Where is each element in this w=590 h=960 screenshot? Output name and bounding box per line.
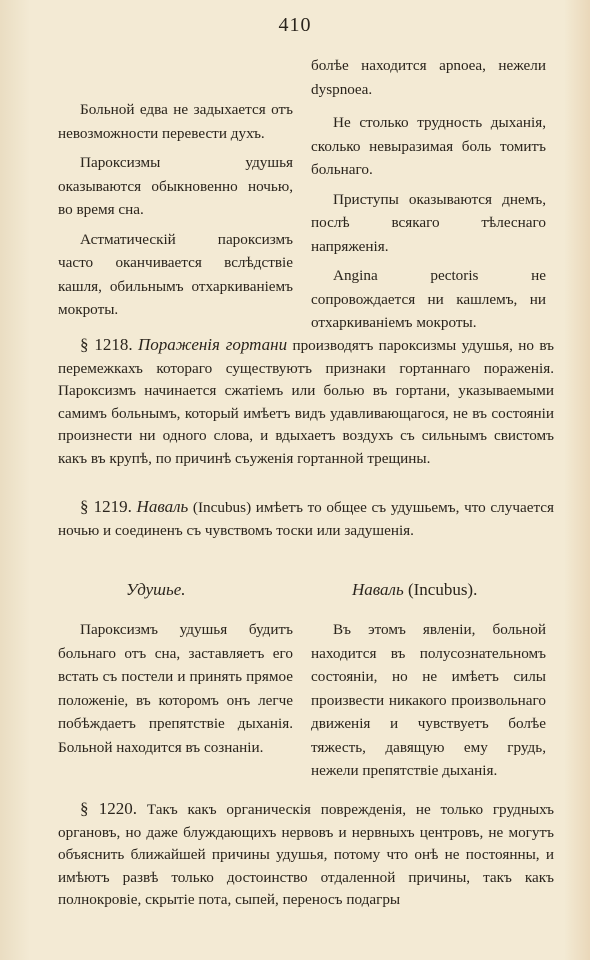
- section-1220-number: § 1220.: [80, 799, 138, 818]
- comparison-bottom-left-column: [58, 618, 293, 765]
- comparison-bottom-right-column: [311, 618, 546, 789]
- section-1220-paragraph: [58, 798, 554, 912]
- section-1219-title: Наваль: [136, 497, 189, 516]
- asthma-description: Пароксизмъ удушья будитъ больнаго отъ сна, заставляетъ его встать съ постели и принять прямое положеніе, въ которомъ онъ легче побѣждаетъ препятствіе дыханія. Больной находится въ сознаніи.: [58, 621, 293, 756]
- right-point-3: Angina pectoris не сопровождается ни кашлемъ, ни отхаркиваніемъ мокроты.: [311, 267, 546, 331]
- right-point-2: Приступы оказываются днемъ, послѣ всякаго тѣлеснаго напряженія.: [311, 190, 546, 255]
- heading-asthma: Удушье.: [126, 580, 186, 599]
- section-1220: [58, 798, 554, 912]
- section-1218-text: производятъ пароксизмы удушья, но въ перемежкахъ котораго существуютъ признаки гортаннаго пораженія. Пароксизмъ начинается сжатіемъ или болью въ гортани, указываемыми самимъ больнымъ, который имѣетъ видъ удавливающагося, не въ состояніи произнести ни одного слова, и вдыхаетъ воздухъ съ сильнымъ свистомъ какъ въ крупѣ, по причинѣ съуженія гортанной трещины.: [58, 337, 555, 467]
- section-1218: [58, 334, 554, 470]
- incubus-description: Въ этомъ явленіи, больной находится въ полусознательномъ состояніи, но не имѣетъ силы произвести никакого произвольнаго движенія и чувствуетъ болѣе тяжесть, давящую ему грудь, нежели препятствіе дыханія.: [311, 621, 546, 779]
- right-continuation: болѣе находится apnoea, нежели dyspnoea.: [311, 57, 546, 98]
- section-1220-text: Такъ какъ органическія поврежденія, не только грудныхъ органовъ, но даже блуждающихъ нервовъ и нервныхъ центровъ, не могутъ объяснить ближайшей причины удушья, потому что онѣ не постоянны, и имѣютъ развѣ только достоинство отдаленной причины, такъ какъ полнокровіе, скрытіе пота, сыпей, переносъ подагры: [58, 801, 555, 908]
- section-1219-paragraph: [58, 496, 554, 542]
- right-point-1: Не столько трудность дыханія, сколько невыразимая боль томитъ больнаго.: [311, 114, 546, 178]
- section-1218-number: § 1218.: [80, 335, 133, 354]
- heading-incubus: [352, 580, 477, 600]
- page-number: 410: [278, 14, 312, 36]
- comparison-top-left-column: [58, 98, 293, 328]
- heading-incubus-title: Наваль: [352, 580, 404, 599]
- left-point-1: Больной едва не задыхается отъ невозможности перевести духъ.: [58, 101, 293, 142]
- section-1219-text: (Incubus) имѣетъ то общее съ удушьемъ, что случается ночью и соединенъ съ чувствомъ тоски или задушенія.: [58, 499, 554, 539]
- left-point-3: Астматическій пароксизмъ часто оканчивается вслѣдствіе кашля, обильнымъ отхаркиваніемъ мокроты.: [58, 230, 293, 318]
- section-1219-number: § 1219.: [80, 497, 132, 516]
- heading-incubus-latin: (Incubus).: [407, 580, 478, 599]
- left-point-2: Пароксизмы удушья оказываются обыкновенно ночью, во время сна.: [58, 154, 293, 218]
- section-1218-title: Пораженія гортани: [137, 335, 288, 354]
- section-1219: [58, 496, 554, 542]
- section-1218-paragraph: [58, 334, 554, 470]
- comparison-top-right-column: [311, 54, 546, 341]
